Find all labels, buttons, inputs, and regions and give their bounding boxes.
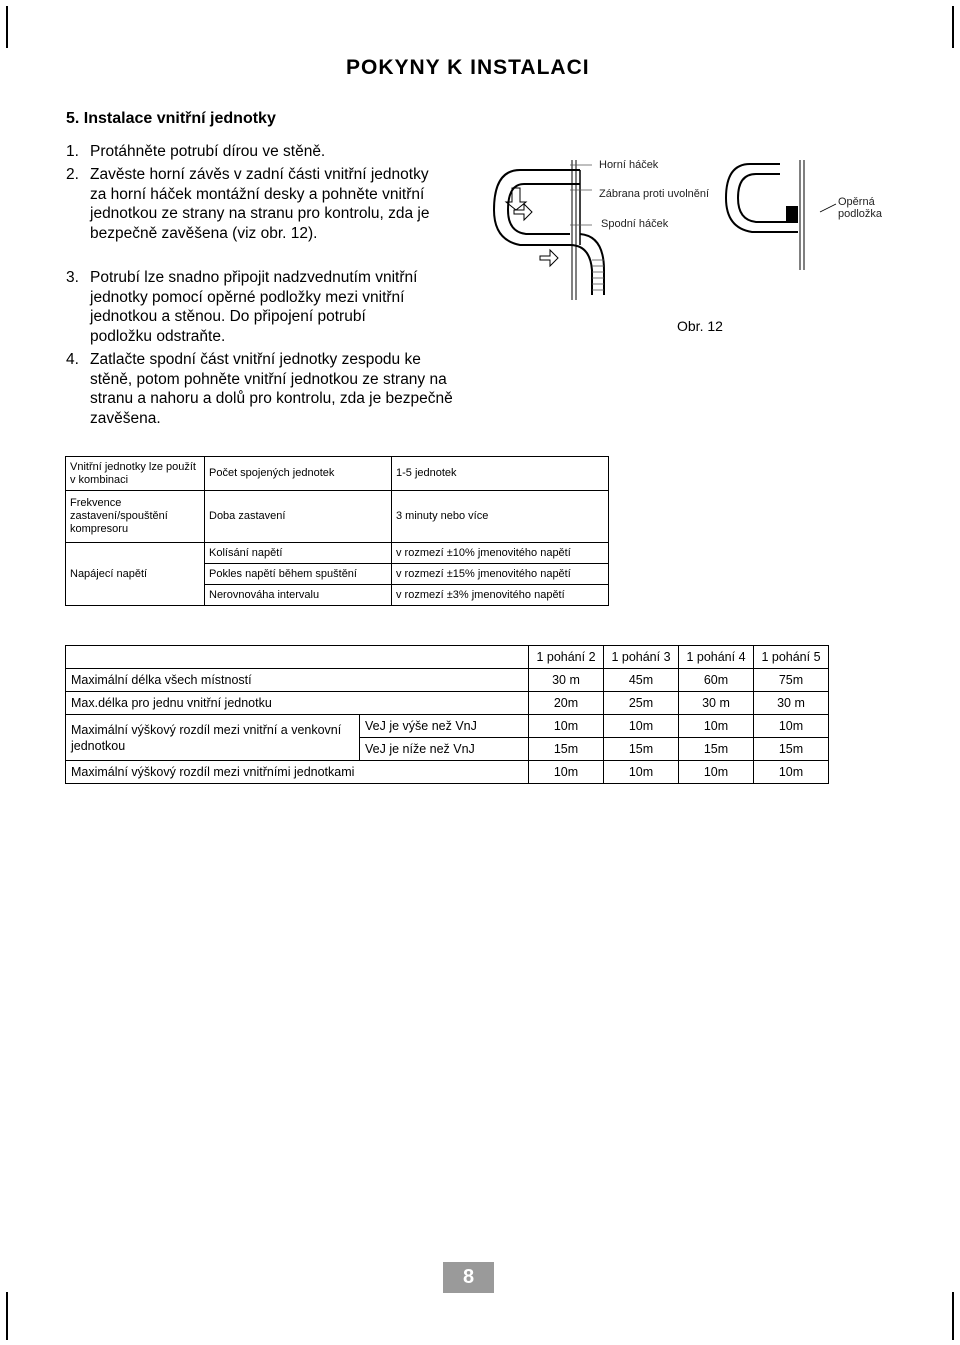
- table-cell: 10m: [754, 761, 829, 784]
- crop-mark-bottom-right: [952, 1292, 954, 1340]
- connected-count-value: 1-5 jednotek: [392, 457, 609, 491]
- column-header: 1 pohání 5: [754, 646, 829, 669]
- table-cell: 25m: [604, 692, 679, 715]
- table-cell: 15m: [604, 738, 679, 761]
- label-support-pad: [838, 196, 882, 220]
- combination-label: Vnitřní jednotky lze použít v kombinaci: [66, 457, 205, 491]
- crop-mark-top-right: [952, 6, 954, 48]
- section-title: 5. Instalace vnitřní jednotky: [66, 110, 276, 127]
- table-cell: 10m: [754, 715, 829, 738]
- page-header-title: POKYNY K INSTALACI: [346, 56, 590, 79]
- column-header: 1 pohání 3: [604, 646, 679, 669]
- step-3: [66, 268, 426, 346]
- arrow-right-icon: [540, 250, 558, 266]
- table-cell: 10m: [529, 761, 604, 784]
- table-cell: 45m: [604, 669, 679, 692]
- step-number: 4.: [66, 351, 79, 368]
- pipe-length-table: [65, 645, 829, 784]
- table-row: [66, 457, 609, 491]
- voltage-row-label: Nerovnováha intervalu: [205, 585, 392, 606]
- step-1: [66, 142, 466, 162]
- step-number: 3.: [66, 269, 79, 286]
- row-label: Max.délka pro jednu vnitřní jednotku: [66, 692, 529, 715]
- stop-time-value: 3 minuty nebo více: [392, 491, 609, 543]
- row-label: Maximální délka všech místností: [66, 669, 529, 692]
- table-cell: 30 m: [529, 669, 604, 692]
- stop-time-label: Doba zastavení: [205, 491, 392, 543]
- page-number: 8: [443, 1262, 494, 1293]
- step-number: 2.: [66, 166, 79, 183]
- column-header: 1 pohání 4: [679, 646, 754, 669]
- frequency-label: Frekvence zastavení/spouštění kompresoru: [66, 491, 205, 543]
- table-cell: 30 m: [754, 692, 829, 715]
- table-row: [66, 491, 609, 543]
- step-number: 1.: [66, 143, 79, 160]
- arrow-right-icon: [514, 204, 532, 220]
- label-support-line1: Opěrná: [838, 196, 875, 208]
- table-cell: 10m: [604, 761, 679, 784]
- voltage-row-value: v rozmezí ±10% jmenovitého napětí: [392, 543, 609, 564]
- voltage-row-label: Pokles napětí během spuštění: [205, 564, 392, 585]
- header-empty-cell: [66, 646, 529, 669]
- figure-caption: Obr. 12: [677, 318, 723, 334]
- table-cell: 75m: [754, 669, 829, 692]
- step-text: Zavěste horní závěs v zadní části vnitřní jednotky za horní háček montážní desky a pohněte vnitřní jednotkou ze strany na stranu pro kontrolu, zda je bezpečně zavěšena (viz obr. 12).: [90, 166, 430, 242]
- indoor-unit-mounting-illustration: [480, 150, 890, 340]
- height-diff-label: Maximální výškový rozdíl mezi vnitřní a venkovní jednotkou: [66, 715, 360, 761]
- row-label: Maximální výškový rozdíl mezi vnitřními jednotkami: [66, 761, 529, 784]
- table-cell: 30 m: [679, 692, 754, 715]
- table-cell: 10m: [679, 715, 754, 738]
- table-row: [66, 543, 609, 564]
- voltage-row-value: v rozmezí ±15% jmenovitého napětí: [392, 564, 609, 585]
- crop-mark-bottom-left: [6, 1292, 8, 1340]
- installation-figure: [480, 150, 890, 340]
- label-upper-hook: Horní háček: [599, 159, 659, 171]
- label-lower-hook: Spodní háček: [601, 218, 669, 230]
- support-pad-shape: [786, 206, 798, 222]
- voltage-row-label: Kolísání napětí: [205, 543, 392, 564]
- step-text: Zatlačte spodní část vnitřní jednotky zespodu ke stěně, potom pohněte vnitřní jednotkou ze strany na stranu a nahoru a dolů pro kontrolu, zda je bezpečně zavěšena.: [90, 351, 453, 427]
- connected-count-label: Počet spojených jednotek: [205, 457, 392, 491]
- table-cell: 20m: [529, 692, 604, 715]
- row-label: VeJ je výše než VnJ: [360, 715, 529, 738]
- table-cell: 15m: [754, 738, 829, 761]
- table-row: [66, 715, 829, 738]
- spec-table: [65, 456, 609, 606]
- row-label: VeJ je níže než VnJ: [360, 738, 529, 761]
- table-cell: 15m: [679, 738, 754, 761]
- column-header: 1 pohání 2: [529, 646, 604, 669]
- step-2: [66, 165, 446, 243]
- step-text: Potrubí lze snadno připojit nadzvednutím vnitřní jednotky pomocí opěrné podložky mezi vnitřní jednotkou a stěnou. Do připojení potrubí podložku odstraňte.: [90, 269, 418, 345]
- supply-voltage-label: Napájecí napětí: [66, 543, 205, 606]
- label-anti-release: Zábrana proti uvolnění: [599, 188, 710, 200]
- voltage-row-value: v rozmezí ±3% jmenovitého napětí: [392, 585, 609, 606]
- table-cell: 10m: [529, 715, 604, 738]
- table-cell: 10m: [679, 761, 754, 784]
- table-header-row: [66, 646, 829, 669]
- label-support-line2: podložka: [838, 208, 883, 220]
- table-row: [66, 692, 829, 715]
- crop-mark-top-left: [6, 6, 8, 48]
- table-row: [66, 669, 829, 692]
- table-cell: 60m: [679, 669, 754, 692]
- step-4: [66, 350, 466, 428]
- table-row: [66, 761, 829, 784]
- step-text: Protáhněte potrubí dírou ve stěně.: [90, 143, 326, 160]
- table-cell: 15m: [529, 738, 604, 761]
- table-cell: 10m: [604, 715, 679, 738]
